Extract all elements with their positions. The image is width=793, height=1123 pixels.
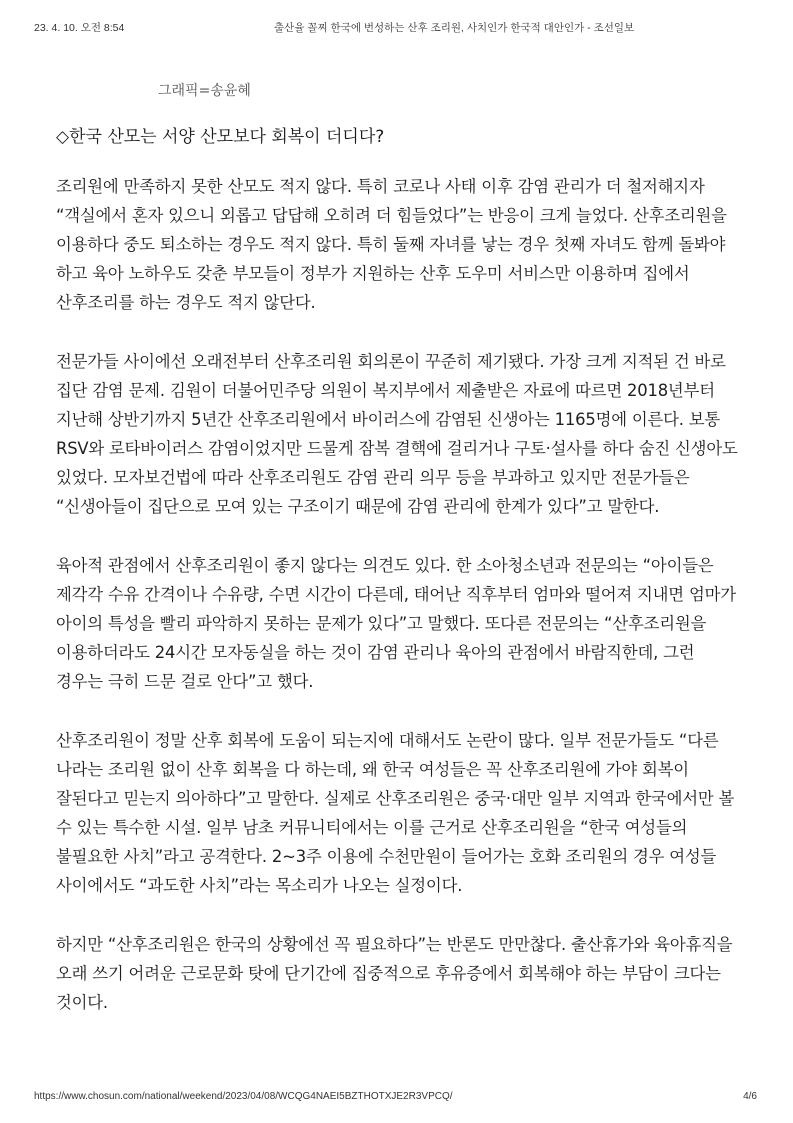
- page-number: 4/6: [743, 1091, 757, 1102]
- article-paragraph: 산후조리원이 정말 산후 회복에 도움이 되는지에 대해서도 논란이 많다. 일부 전문가들도 “다른 나라는 조리원 없이 산후 회복을 다 하는데, 왜 한국 여성들은 꼭 산후조리원에 가야 회복이 잘된다고 믿는지 의아하다”고 말한다. 실제로 산후조리원은 중국·대만 일부 지역과 한국에서만 볼 수 있는 특수한 시설. 일부 남초 커뮤니티에서는 이를 근거로 산후조리원을 “한국 여성들의 불필요한 사치”라고 공격한다. 2~3주 이용에 수천만원이 들어가는 호화 조리원의 경우 여성들 사이에서도 “과도한 사치”라는 목소리가 나오는 실정이다.: [56, 731, 735, 895]
- article-paragraph: 하지만 “산후조리원은 한국의 상황에선 꼭 필요하다”는 반론도 만만찮다. 출산휴가와 육아휴직을 오래 쓰기 어려운 근로문화 탓에 단기간에 집중적으로 후유증에서 회복해야 하는 부담이 크다는 것이다.: [56, 935, 733, 1012]
- print-footer: [34, 1091, 757, 1105]
- image-caption: 그래픽=송윤혜: [158, 83, 251, 99]
- article-paragraph: 조리원에 만족하지 못한 산모도 적지 않다. 특히 코로나 사태 이후 감염 관리가 더 철저해지자 “객실에서 혼자 있으니 외롭고 답답해 오히려 더 힘들었다”는 반응이 크게 늘었다. 산후조리원을 이용하다 중도 퇴소하는 경우도 적지 않다. 특히 둘째 자녀를 낳는 경우 첫째 자녀도 함께 돌봐야 하고 육아 노하우도 갖춘 부모들이 정부가 지원하는 산후 도우미 서비스만 이용하며 집에서 산후조리를 하는 경우도 적지 않단다.: [56, 177, 727, 312]
- print-header: [34, 20, 757, 36]
- article-paragraph: 전문가들 사이에선 오래전부터 산후조리원 회의론이 꾸준히 제기됐다. 가장 크게 지적된 건 바로 집단 감염 문제. 김원이 더불어민주당 의원이 복지부에서 제출받은 자료에 따르면 2018년부터 지난해 상반기까지 5년간 산후조리원에서 바이러스에 감염된 신생아는 1165명에 이른다. 보통 RSV와 로타바이러스 감염이었지만 드물게 잠복 결핵에 걸리거나 구토·설사를 하다 숨진 신생아도 있었다. 모자보건법에 따라 산후조리원도 감염 관리 의무 등을 부과하고 있지만 전문가들은 “신생아들이 집단으로 모여 있는 구조이기 때문에 감염 관리에 한계가 있다”고 말한다.: [56, 352, 738, 516]
- article-body: [56, 172, 746, 1047]
- section-subheading: ◇한국 산모는 서양 산모보다 회복이 더디다?: [56, 127, 385, 147]
- print-datetime: 23. 4. 10. 오전 8:54: [34, 22, 125, 34]
- print-doc-title: 출산율 꼴찌 한국에 번성하는 산후 조리원, 사치인가 한국적 대안인가 - 조선일보: [274, 22, 635, 34]
- source-url: https://www.chosun.com/national/weekend/2023/04/08/WCQG4NAEI5BZTHOTXJE2R3VPCQ/: [34, 1091, 453, 1102]
- article-paragraph: 육아적 관점에서 산후조리원이 좋지 않다는 의견도 있다. 한 소아청소년과 전문의는 “아이들은 제각각 수유 간격이나 수유량, 수면 시간이 다른데, 태어난 직후부터 엄마와 떨어져 지내면 엄마가 아이의 특성을 빨리 파악하지 못하는 문제가 있다”고 말했다. 또다른 전문의는 “산후조리원을 이용하더라도 24시간 모자동실을 하는 것이 감염 관리나 육아의 관점에서 바람직한데, 그런 경우는 극히 드문 걸로 안다”고 했다.: [56, 556, 736, 691]
